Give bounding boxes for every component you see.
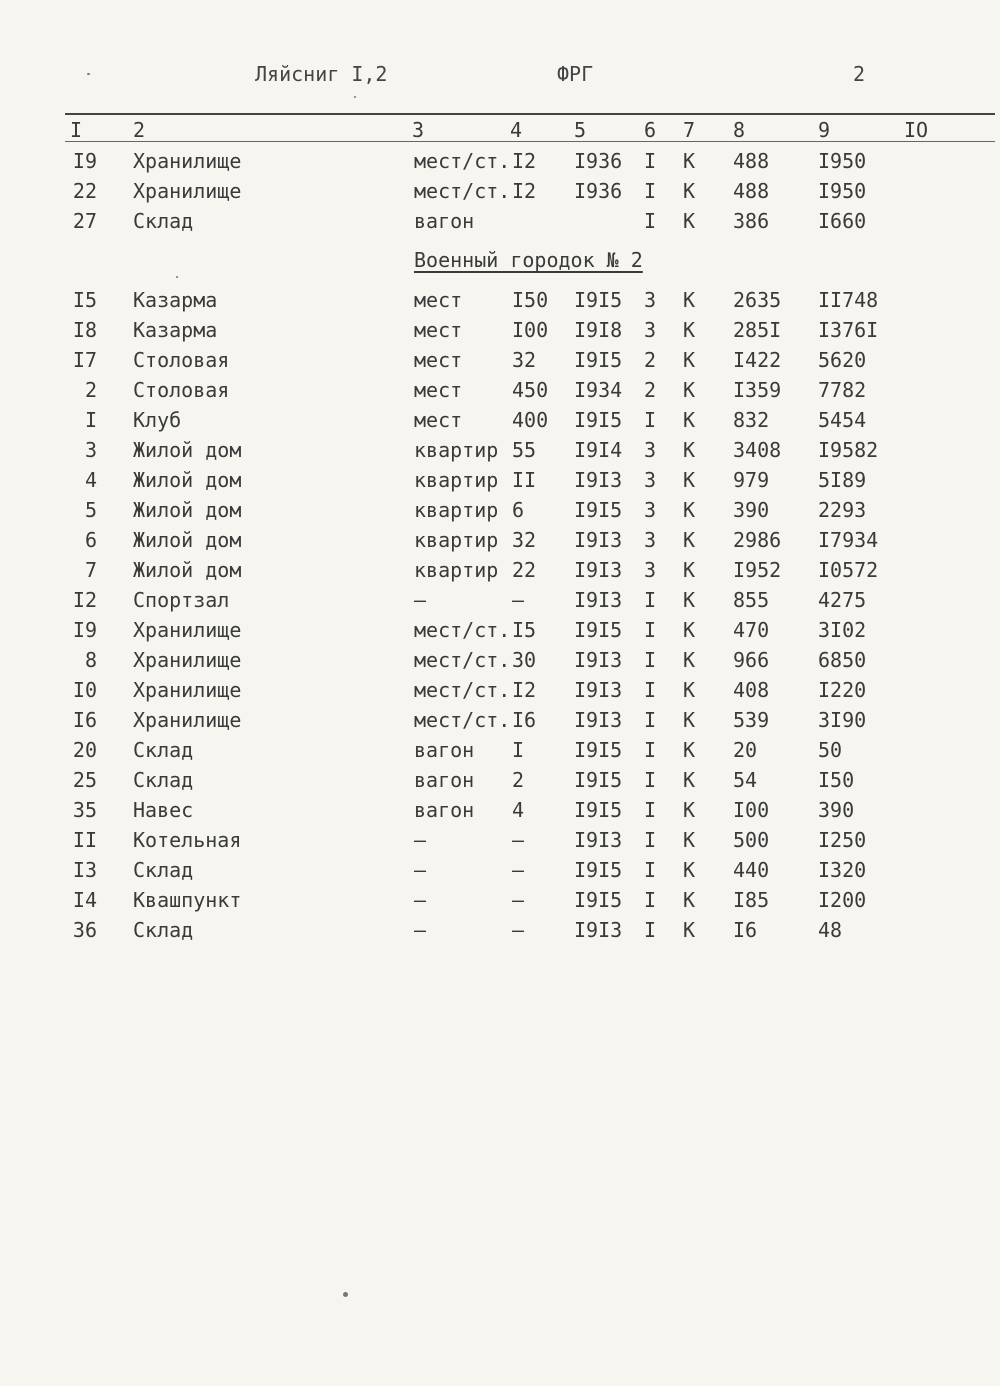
- unit-cell: мест: [414, 318, 463, 342]
- volume-cell: 3I90: [818, 708, 867, 732]
- category-cell: I: [644, 798, 657, 822]
- volume-cell: 2293: [818, 498, 867, 522]
- area-cell: 285I: [733, 318, 782, 342]
- object-name-cell: Казарма: [133, 288, 218, 312]
- unit-cell: вагон: [414, 209, 475, 233]
- unit-cell: мест/ст.: [414, 648, 511, 672]
- unit-cell: мест/ст.: [414, 618, 511, 642]
- area-cell: 2635: [733, 288, 782, 312]
- volume-cell: I950: [818, 179, 867, 203]
- section-heading: Военный городок № 2: [414, 248, 643, 272]
- area-cell: 386: [733, 209, 770, 233]
- table-row: [0, 348, 1000, 378]
- unit-cell: квартир: [414, 528, 499, 552]
- table-row: [0, 378, 1000, 408]
- material-code-cell: К: [683, 318, 696, 342]
- table-row: [0, 828, 1000, 858]
- table-row: [0, 498, 1000, 528]
- year-built-cell: I9I3: [574, 528, 623, 552]
- material-code-cell: К: [683, 438, 696, 462]
- paper-speck: [354, 96, 356, 98]
- area-cell: 54: [733, 768, 758, 792]
- material-code-cell: К: [683, 678, 696, 702]
- year-built-cell: I9I5: [574, 618, 623, 642]
- unit-cell: квартир: [414, 498, 499, 522]
- material-code-cell: К: [683, 179, 696, 203]
- unit-cell: –: [414, 888, 427, 912]
- category-cell: I: [644, 858, 657, 882]
- year-built-cell: I9I5: [574, 498, 623, 522]
- row-number-cell: I2: [72, 588, 97, 612]
- category-cell: 3: [644, 288, 657, 312]
- area-cell: 2986: [733, 528, 782, 552]
- volume-cell: 390: [818, 798, 855, 822]
- unit-cell: мест/ст.: [414, 708, 511, 732]
- row-number-cell: 3: [84, 438, 97, 462]
- column-number: 5: [574, 118, 587, 142]
- column-number: 3: [412, 118, 425, 142]
- row-number-cell: 2: [84, 378, 97, 402]
- category-cell: I: [644, 828, 657, 852]
- material-code-cell: К: [683, 498, 696, 522]
- category-cell: 3: [644, 498, 657, 522]
- year-built-cell: I9I3: [574, 588, 623, 612]
- table-row: [0, 179, 1000, 209]
- table-row: [0, 678, 1000, 708]
- row-number-cell: I9: [72, 149, 97, 173]
- material-code-cell: К: [683, 618, 696, 642]
- category-cell: I: [644, 918, 657, 942]
- area-cell: I422: [733, 348, 782, 372]
- row-number-cell: 36: [72, 918, 97, 942]
- capacity-cell: 30: [512, 648, 537, 672]
- year-built-cell: I9I5: [574, 738, 623, 762]
- object-name-cell: Спортзал: [133, 588, 230, 612]
- column-number: 6: [644, 118, 657, 142]
- object-name-cell: Квашпункт: [133, 888, 242, 912]
- row-number-cell: I0: [72, 678, 97, 702]
- row-number-cell: I: [84, 408, 97, 432]
- category-cell: I: [644, 588, 657, 612]
- row-number-cell: 7: [84, 558, 97, 582]
- volume-cell: I200: [818, 888, 867, 912]
- material-code-cell: К: [683, 738, 696, 762]
- material-code-cell: К: [683, 528, 696, 552]
- table-row: [0, 918, 1000, 948]
- capacity-cell: –: [512, 828, 525, 852]
- table-row: [0, 738, 1000, 768]
- material-code-cell: К: [683, 468, 696, 492]
- category-cell: I: [644, 179, 657, 203]
- capacity-cell: I00: [512, 318, 549, 342]
- object-name-cell: Жилой дом: [133, 498, 242, 522]
- material-code-cell: К: [683, 768, 696, 792]
- category-cell: I: [644, 648, 657, 672]
- material-code-cell: К: [683, 708, 696, 732]
- area-cell: I359: [733, 378, 782, 402]
- object-name-cell: Склад: [133, 209, 194, 233]
- row-number-cell: 20: [72, 738, 97, 762]
- year-built-cell: I9I5: [574, 348, 623, 372]
- area-cell: 966: [733, 648, 770, 672]
- area-cell: 20: [733, 738, 758, 762]
- year-built-cell: I9I3: [574, 558, 623, 582]
- row-number-cell: I4: [72, 888, 97, 912]
- object-name-cell: Жилой дом: [133, 468, 242, 492]
- table-row: [0, 618, 1000, 648]
- capacity-cell: 450: [512, 378, 549, 402]
- row-number-cell: II: [72, 828, 97, 852]
- area-cell: 488: [733, 149, 770, 173]
- unit-cell: –: [414, 828, 427, 852]
- row-number-cell: I7: [72, 348, 97, 372]
- area-cell: 832: [733, 408, 770, 432]
- capacity-cell: 32: [512, 348, 537, 372]
- volume-cell: I950: [818, 149, 867, 173]
- volume-cell: 50: [818, 738, 843, 762]
- year-built-cell: I934: [574, 378, 623, 402]
- unit-cell: –: [414, 858, 427, 882]
- material-code-cell: К: [683, 828, 696, 852]
- volume-cell: 48: [818, 918, 843, 942]
- category-cell: I: [644, 708, 657, 732]
- year-built-cell: I9I5: [574, 798, 623, 822]
- document-title: Ляйсниг I,2: [255, 62, 388, 86]
- material-code-cell: К: [683, 918, 696, 942]
- volume-cell: 3I02: [818, 618, 867, 642]
- object-name-cell: Столовая: [133, 378, 230, 402]
- unit-cell: квартир: [414, 468, 499, 492]
- category-cell: I: [644, 209, 657, 233]
- row-number-cell: I5: [72, 288, 97, 312]
- material-code-cell: К: [683, 149, 696, 173]
- unit-cell: вагон: [414, 738, 475, 762]
- area-cell: 3408: [733, 438, 782, 462]
- category-cell: 3: [644, 528, 657, 552]
- table-row: [0, 588, 1000, 618]
- object-name-cell: Хранилище: [133, 708, 242, 732]
- year-built-cell: I9I3: [574, 708, 623, 732]
- capacity-cell: I50: [512, 288, 549, 312]
- volume-cell: 7782: [818, 378, 867, 402]
- capacity-cell: –: [512, 888, 525, 912]
- object-name-cell: Склад: [133, 858, 194, 882]
- table-row: [0, 528, 1000, 558]
- category-cell: I: [644, 149, 657, 173]
- unit-cell: мест/ст.: [414, 678, 511, 702]
- table-row: [0, 648, 1000, 678]
- column-number: 2: [133, 118, 146, 142]
- category-cell: I: [644, 408, 657, 432]
- category-cell: I: [644, 888, 657, 912]
- paper-speck: [343, 1292, 348, 1297]
- category-cell: 2: [644, 348, 657, 372]
- unit-cell: вагон: [414, 768, 475, 792]
- object-name-cell: Хранилище: [133, 678, 242, 702]
- material-code-cell: К: [683, 798, 696, 822]
- area-cell: 470: [733, 618, 770, 642]
- area-cell: 855: [733, 588, 770, 612]
- category-cell: I: [644, 678, 657, 702]
- year-built-cell: I936: [574, 149, 623, 173]
- table-row: [0, 798, 1000, 828]
- row-number-cell: 4: [84, 468, 97, 492]
- volume-cell: 6850: [818, 648, 867, 672]
- year-built-cell: I9I3: [574, 648, 623, 672]
- volume-cell: I220: [818, 678, 867, 702]
- row-number-cell: I3: [72, 858, 97, 882]
- row-number-cell: I9: [72, 618, 97, 642]
- column-number: 7: [683, 118, 696, 142]
- area-cell: 440: [733, 858, 770, 882]
- capacity-cell: I2: [512, 149, 537, 173]
- unit-cell: квартир: [414, 558, 499, 582]
- unit-cell: вагон: [414, 798, 475, 822]
- area-cell: 500: [733, 828, 770, 852]
- volume-cell: 5620: [818, 348, 867, 372]
- year-built-cell: I9I5: [574, 408, 623, 432]
- material-code-cell: К: [683, 888, 696, 912]
- unit-cell: –: [414, 918, 427, 942]
- column-number: IO: [904, 118, 929, 142]
- year-built-cell: I9I3: [574, 918, 623, 942]
- volume-cell: I250: [818, 828, 867, 852]
- paper-speck: [87, 73, 90, 75]
- column-numbers-row: [0, 118, 1000, 142]
- capacity-cell: 22: [512, 558, 537, 582]
- row-number-cell: 22: [72, 179, 97, 203]
- capacity-cell: –: [512, 588, 525, 612]
- year-built-cell: I9I3: [574, 468, 623, 492]
- material-code-cell: К: [683, 858, 696, 882]
- object-name-cell: Склад: [133, 918, 194, 942]
- unit-cell: мест/ст.: [414, 179, 511, 203]
- category-cell: I: [644, 738, 657, 762]
- material-code-cell: К: [683, 588, 696, 612]
- column-number: I: [70, 118, 83, 142]
- object-name-cell: Хранилище: [133, 149, 242, 173]
- volume-cell: I7934: [818, 528, 879, 552]
- object-name-cell: Котельная: [133, 828, 242, 852]
- object-name-cell: Склад: [133, 738, 194, 762]
- year-built-cell: I9I4: [574, 438, 623, 462]
- year-built-cell: I9I8: [574, 318, 623, 342]
- unit-cell: мест: [414, 378, 463, 402]
- row-number-cell: I6: [72, 708, 97, 732]
- year-built-cell: I936: [574, 179, 623, 203]
- object-name-cell: Склад: [133, 768, 194, 792]
- object-name-cell: Навес: [133, 798, 194, 822]
- capacity-cell: I2: [512, 678, 537, 702]
- year-built-cell: I9I3: [574, 678, 623, 702]
- object-name-cell: Жилой дом: [133, 558, 242, 582]
- table-row: [0, 888, 1000, 918]
- volume-cell: II748: [818, 288, 879, 312]
- object-name-cell: Казарма: [133, 318, 218, 342]
- object-name-cell: Клуб: [133, 408, 182, 432]
- category-cell: 3: [644, 558, 657, 582]
- column-number: 4: [510, 118, 523, 142]
- material-code-cell: К: [683, 408, 696, 432]
- year-built-cell: I9I5: [574, 858, 623, 882]
- unit-cell: квартир: [414, 438, 499, 462]
- row-number-cell: 8: [84, 648, 97, 672]
- volume-cell: 5454: [818, 408, 867, 432]
- year-built-cell: I9I5: [574, 888, 623, 912]
- row-number-cell: 25: [72, 768, 97, 792]
- object-name-cell: Хранилище: [133, 618, 242, 642]
- page-number: 2: [853, 62, 866, 86]
- category-cell: 3: [644, 468, 657, 492]
- volume-cell: I0572: [818, 558, 879, 582]
- table-row: [0, 318, 1000, 348]
- year-built-cell: I9I3: [574, 828, 623, 852]
- capacity-cell: –: [512, 858, 525, 882]
- volume-cell: I660: [818, 209, 867, 233]
- capacity-cell: I5: [512, 618, 537, 642]
- unit-cell: мест/ст.: [414, 149, 511, 173]
- year-built-cell: I9I5: [574, 288, 623, 312]
- volume-cell: 4275: [818, 588, 867, 612]
- area-cell: I6: [733, 918, 758, 942]
- table-row: [0, 768, 1000, 798]
- material-code-cell: К: [683, 209, 696, 233]
- capacity-cell: 4: [512, 798, 525, 822]
- capacity-cell: I6: [512, 708, 537, 732]
- capacity-cell: 6: [512, 498, 525, 522]
- table-top-rule: [65, 113, 995, 115]
- volume-cell: I9582: [818, 438, 879, 462]
- material-code-cell: К: [683, 648, 696, 672]
- object-name-cell: Жилой дом: [133, 528, 242, 552]
- object-name-cell: Хранилище: [133, 648, 242, 672]
- capacity-cell: II: [512, 468, 537, 492]
- unit-cell: мест: [414, 408, 463, 432]
- material-code-cell: К: [683, 288, 696, 312]
- row-number-cell: 35: [72, 798, 97, 822]
- table-row: [0, 708, 1000, 738]
- capacity-cell: 55: [512, 438, 537, 462]
- capacity-cell: 2: [512, 768, 525, 792]
- volume-cell: 5I89: [818, 468, 867, 492]
- object-name-cell: Жилой дом: [133, 438, 242, 462]
- paper-speck: [176, 276, 178, 278]
- area-cell: 390: [733, 498, 770, 522]
- column-number: 8: [733, 118, 746, 142]
- area-cell: 488: [733, 179, 770, 203]
- object-name-cell: Хранилище: [133, 179, 242, 203]
- table-row: [0, 558, 1000, 588]
- area-cell: I00: [733, 798, 770, 822]
- material-code-cell: К: [683, 558, 696, 582]
- material-code-cell: К: [683, 378, 696, 402]
- volume-cell: I376I: [818, 318, 879, 342]
- table-row: [0, 149, 1000, 179]
- table-row: [0, 209, 1000, 239]
- area-cell: 539: [733, 708, 770, 732]
- capacity-cell: 400: [512, 408, 549, 432]
- category-cell: 2: [644, 378, 657, 402]
- table-row: [0, 858, 1000, 888]
- table-header-rule: [65, 141, 995, 142]
- category-cell: 3: [644, 438, 657, 462]
- volume-cell: I50: [818, 768, 855, 792]
- unit-cell: мест: [414, 348, 463, 372]
- table-row: [0, 438, 1000, 468]
- volume-cell: I320: [818, 858, 867, 882]
- table-row: [0, 408, 1000, 438]
- category-cell: I: [644, 768, 657, 792]
- capacity-cell: –: [512, 918, 525, 942]
- capacity-cell: I2: [512, 179, 537, 203]
- year-built-cell: I9I5: [574, 768, 623, 792]
- material-code-cell: К: [683, 348, 696, 372]
- category-cell: 3: [644, 318, 657, 342]
- unit-cell: –: [414, 588, 427, 612]
- object-name-cell: Столовая: [133, 348, 230, 372]
- area-cell: 408: [733, 678, 770, 702]
- area-cell: I952: [733, 558, 782, 582]
- category-cell: I: [644, 618, 657, 642]
- country-label: ФРГ: [557, 62, 594, 86]
- column-number: 9: [818, 118, 831, 142]
- row-number-cell: 27: [72, 209, 97, 233]
- row-number-cell: 6: [84, 528, 97, 552]
- unit-cell: мест: [414, 288, 463, 312]
- table-row: [0, 288, 1000, 318]
- area-cell: I85: [733, 888, 770, 912]
- area-cell: 979: [733, 468, 770, 492]
- table-row: [0, 468, 1000, 498]
- row-number-cell: I8: [72, 318, 97, 342]
- capacity-cell: 32: [512, 528, 537, 552]
- row-number-cell: 5: [84, 498, 97, 522]
- capacity-cell: I: [512, 738, 525, 762]
